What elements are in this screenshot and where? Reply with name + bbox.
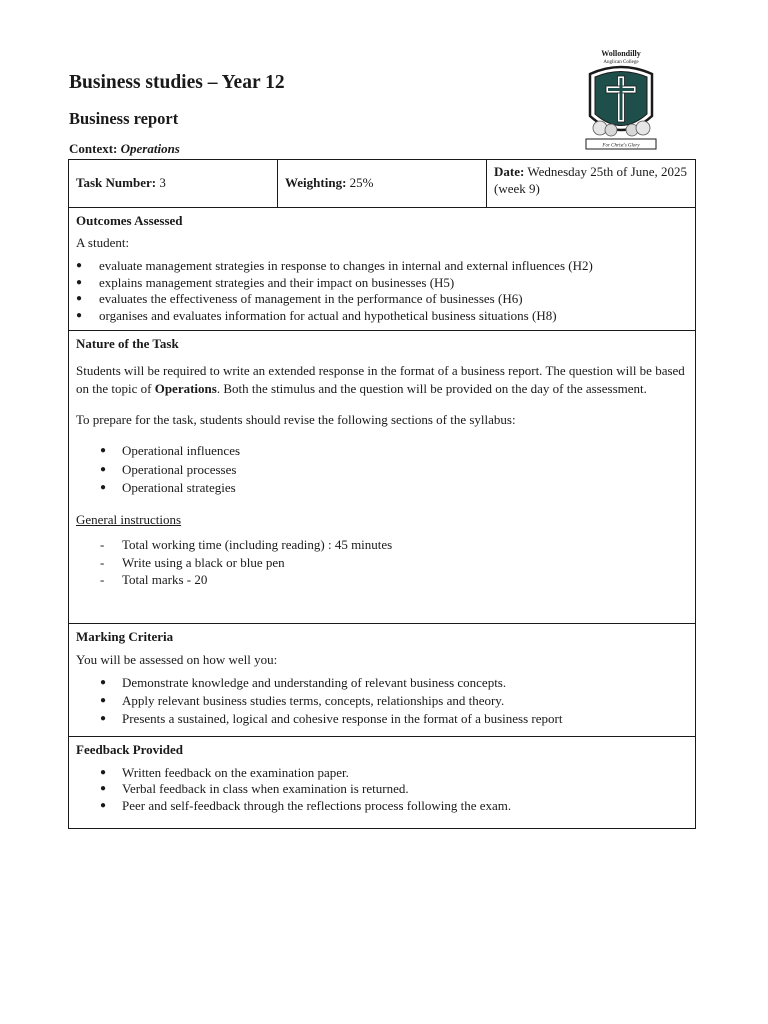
syllabus-sections-list bbox=[76, 442, 688, 498]
list-item: ● organises and evaluates information for actual and hypothetical business situations (H8) bbox=[76, 308, 688, 325]
page-title: Business studies – Year 12 bbox=[69, 72, 285, 93]
feedback-row bbox=[69, 737, 696, 829]
nature-prepare-text: To prepare for the task, students should revise the following sections of the syllabus: bbox=[76, 411, 516, 427]
list-item: ● Peer and self-feedback through the reflections process following the exam. bbox=[76, 798, 688, 815]
marking-criteria-list bbox=[76, 674, 688, 728]
nature-row bbox=[69, 331, 696, 624]
page-subtitle: Business report bbox=[69, 109, 179, 128]
marking-row bbox=[69, 624, 696, 737]
list-item: ● Presents a sustained, logical and cohesive response in the format of a business report bbox=[76, 710, 688, 728]
context-value: Operations bbox=[120, 141, 180, 156]
context-line bbox=[69, 141, 180, 157]
list-item: ● Demonstrate knowledge and understanding of relevant business concepts. bbox=[76, 674, 688, 692]
outcomes-row bbox=[69, 208, 696, 331]
nature-title: Nature of the Task bbox=[76, 336, 179, 351]
outcomes-cell bbox=[69, 208, 696, 331]
list-item: - Total marks - 20 bbox=[76, 571, 688, 589]
list-item: - Write using a black or blue pen bbox=[76, 554, 688, 572]
list-item: ● Operational influences bbox=[76, 442, 688, 461]
crest-school-name: Wollondilly bbox=[601, 49, 641, 58]
list-item: ● Operational processes bbox=[76, 461, 688, 480]
weighting-cell bbox=[278, 160, 487, 208]
list-item: ● Apply relevant business studies terms, concepts, relationships and theory. bbox=[76, 692, 688, 710]
list-item: ● Written feedback on the examination paper. bbox=[76, 765, 688, 782]
context-label: Context: bbox=[69, 141, 118, 156]
marking-intro: You will be assessed on how well you: bbox=[76, 651, 278, 667]
list-item: ● evaluates the effectiveness of management in the performance of businesses (H6) bbox=[76, 291, 688, 308]
date-label: Date: bbox=[494, 164, 525, 179]
task-number-cell bbox=[69, 160, 278, 208]
crest-school-sub: Anglican College bbox=[603, 60, 639, 65]
outcomes-list bbox=[76, 258, 688, 324]
task-table bbox=[68, 159, 696, 829]
list-item: ● evaluate management strategies in response to changes in internal and external influences (H2) bbox=[76, 258, 688, 275]
task-info-row bbox=[69, 160, 696, 208]
outcomes-intro: A student: bbox=[76, 234, 130, 250]
nature-cell bbox=[69, 331, 696, 624]
list-item: ● explains management strategies and their impact on businesses (H5) bbox=[76, 275, 688, 292]
weighting-value: 25% bbox=[349, 175, 374, 191]
general-instructions-title: General instructions bbox=[76, 511, 182, 527]
marking-title: Marking Criteria bbox=[76, 629, 174, 644]
marking-cell bbox=[69, 624, 696, 737]
school-crest-logo bbox=[580, 46, 662, 156]
date-cell bbox=[487, 160, 696, 208]
feedback-title: Feedback Provided bbox=[76, 742, 184, 757]
general-instructions-list bbox=[76, 536, 688, 589]
outcomes-title: Outcomes Assessed bbox=[76, 213, 183, 228]
task-number-value: 3 bbox=[159, 175, 166, 191]
task-number-label: Task Number: bbox=[76, 175, 157, 191]
list-item: ● Verbal feedback in class when examination is returned. bbox=[76, 781, 688, 798]
crest-motto: For Christ's Glory bbox=[602, 143, 640, 149]
nature-topic: Operations bbox=[154, 380, 217, 396]
date-value: Wednesday 25th of June, 2025 (week 9) bbox=[494, 164, 687, 196]
list-item: ● Operational strategies bbox=[76, 479, 688, 498]
weighting-label: Weighting: bbox=[285, 175, 347, 191]
nature-paragraph: Students will be required to write an extended response in the format of a business report. The question will be based on the topic of Operations. Both the stimulus and the question will be provided on the day of the assessment. bbox=[76, 362, 685, 396]
feedback-cell bbox=[69, 737, 696, 829]
list-item: - Total working time (including reading) : 45 minutes bbox=[76, 536, 688, 554]
feedback-list bbox=[76, 765, 688, 815]
